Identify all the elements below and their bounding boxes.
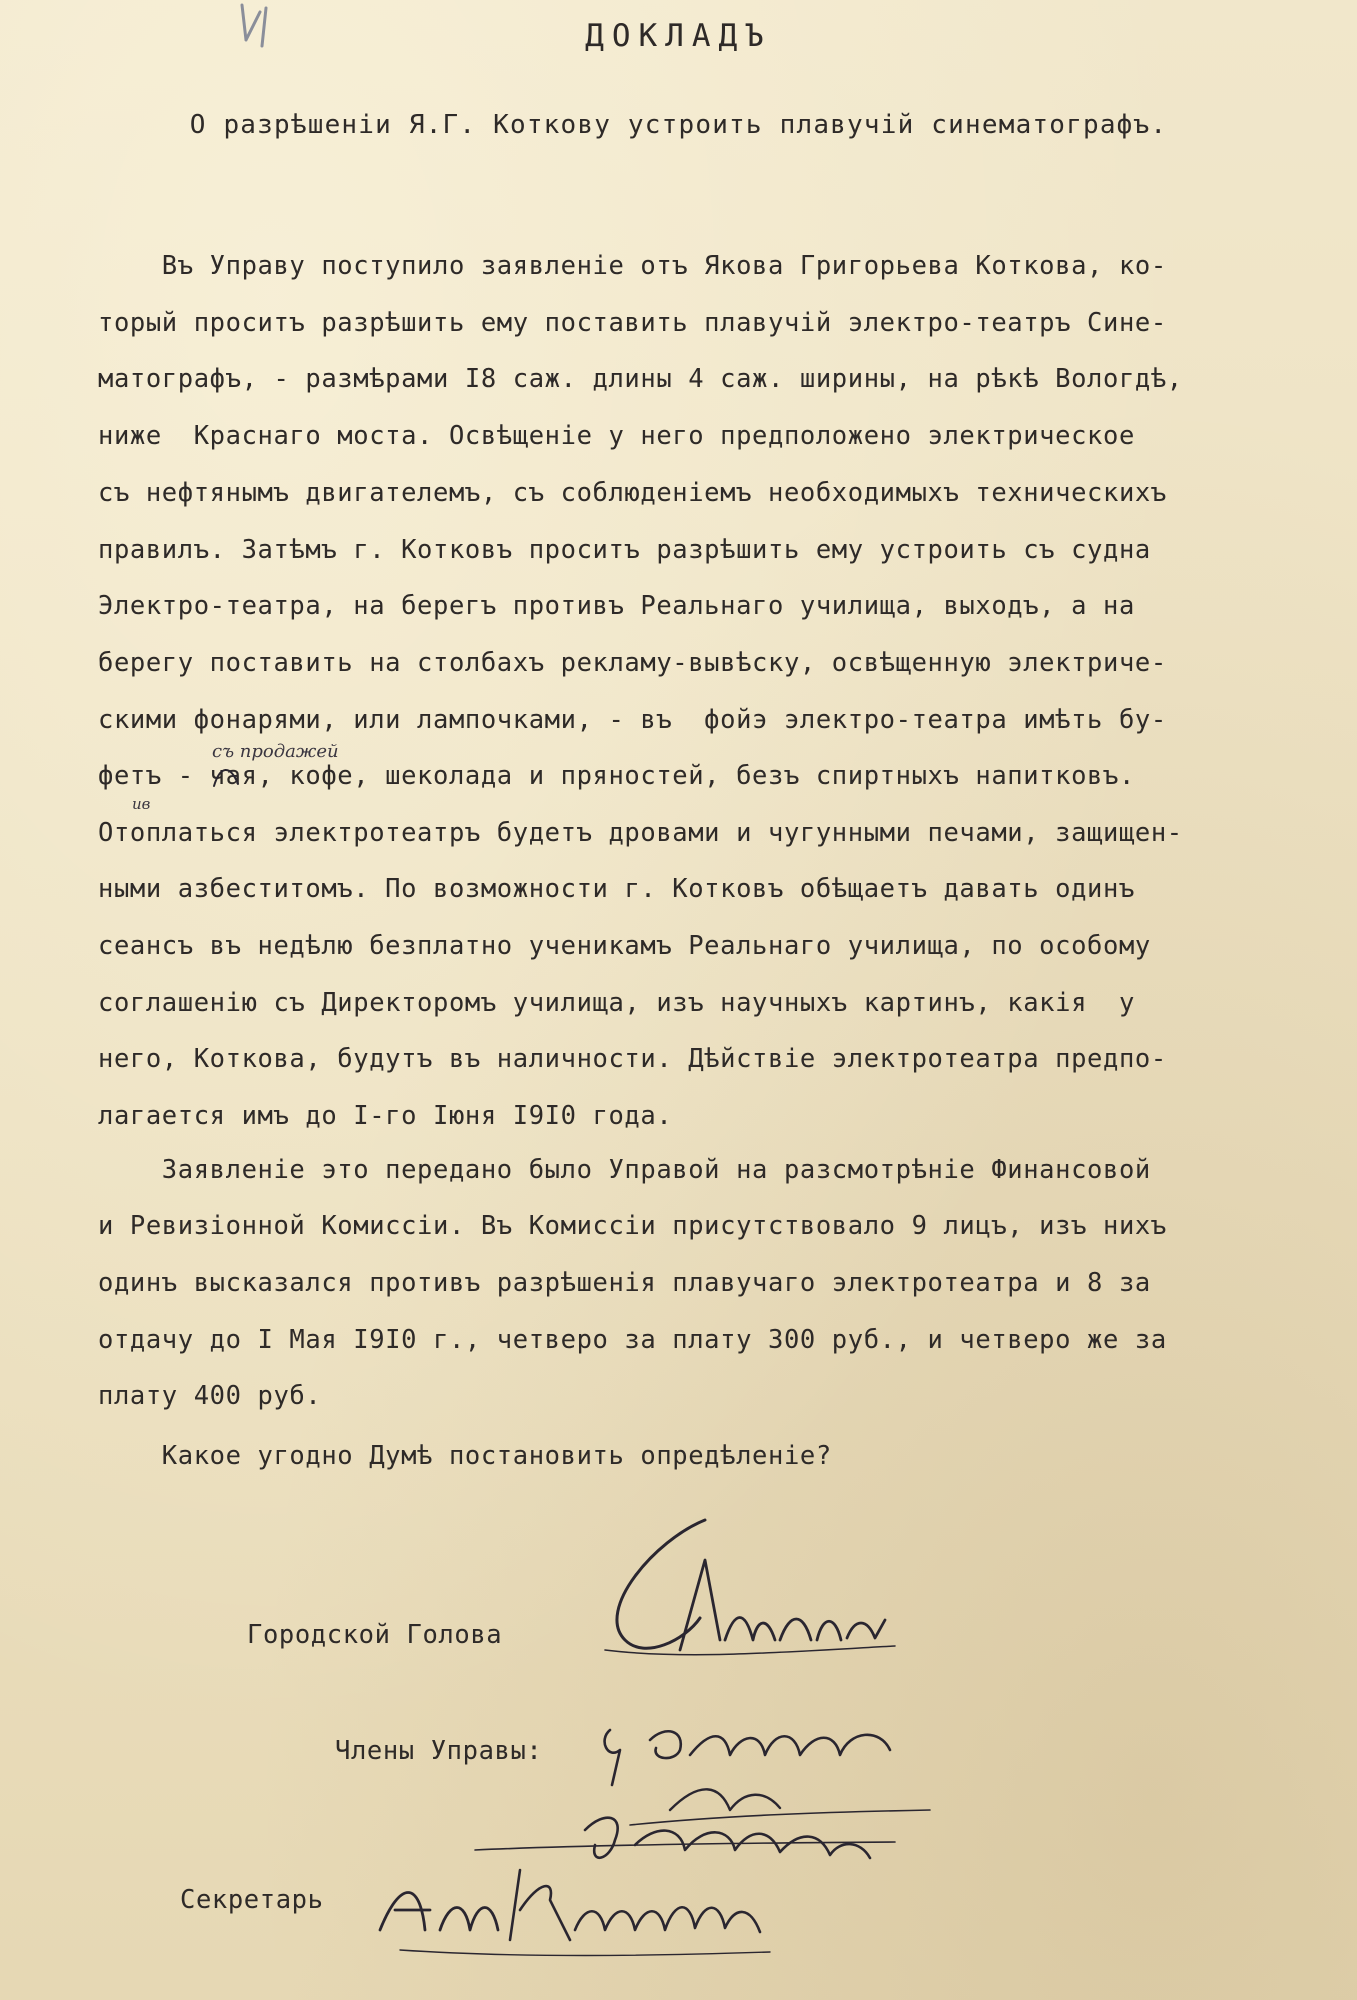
body-text-line: одинъ высказался противъ разрѣшенія плавучаго электротеатра и 8 за [98, 1268, 1151, 1298]
mayor-signature [585, 1500, 915, 1670]
body-text-line: отдачу до I Мая I9I0 г., четверо за плату 300 руб., и четверо же за [98, 1325, 1167, 1355]
body-text-line: Заявленіе это передано было Управой на разсмотрѣніе Финансовой [98, 1155, 1151, 1185]
body-text-line: него, Коткова, будутъ въ наличности. Дѣйствіе электротеатра предпо- [98, 1044, 1167, 1074]
mayor-label: Городской Голова [247, 1620, 503, 1650]
handwritten-correction: ив [132, 795, 151, 813]
body-text-line: ниже Краснаго моста. Освѣщеніе у него предположено электрическое [98, 421, 1135, 451]
secretary-label: Секретарь [180, 1885, 324, 1915]
body-text-line: матографъ, - размѣрами I8 саж. длины 4 саж. ширины, на рѣкѣ Вологдѣ, [98, 364, 1183, 394]
secretary-signature [370, 1840, 800, 1970]
body-text-line: плату 400 руб. [98, 1381, 322, 1411]
body-text-line: сеансъ въ недѣлю безплатно ученикамъ Реальнаго училища, по особому [98, 931, 1151, 961]
handwritten-insertion: съ продажей [212, 741, 339, 762]
insertion-caret [212, 756, 252, 796]
body-text-line: Какое угодно Думѣ постановить опредѣленіе? [98, 1441, 832, 1471]
body-text-line: торый проситъ разрѣшить ему поставить плавучій электро-театръ Сине- [98, 308, 1167, 338]
body-text-line: съ нефтянымъ двигателемъ, съ соблюденіемъ необходимыхъ техническихъ [98, 478, 1167, 508]
body-text-line: лагается имъ до I-го Іюня I9I0 года. [98, 1101, 673, 1131]
body-text-line: правилъ. Затѣмъ г. Котковъ проситъ разрѣшить ему устроить съ судна [98, 535, 1151, 565]
body-text-line: соглашенію съ Директоромъ училища, изъ научныхъ картинъ, какія у [98, 988, 1135, 1018]
document-subtitle: О разрѣшеніи Я.Г. Коткову устроить плавучій синематографъ. [189, 110, 1168, 140]
body-text-line: скими фонарями, или лампочками, - въ фойэ электро-театра имѣть бу- [98, 705, 1167, 735]
body-text-line: ными азбеститомъ. По возможности г. Котковъ обѣщаетъ давать одинъ [98, 874, 1135, 904]
body-text-line: Отоплаться электротеатръ будетъ дровами и чугунными печами, защищен- [98, 818, 1183, 848]
body-text-line: Въ Управу поступило заявленіе отъ Якова Григорьева Коткова, ко- [98, 251, 1167, 281]
document-title: ДОКЛАДЪ [585, 18, 772, 54]
body-text-line: и Ревизіонной Комиссіи. Въ Комиссіи присутствовало 9 лицъ, изъ нихъ [98, 1211, 1167, 1241]
members-label: Члены Управы: [335, 1736, 543, 1766]
body-text-line: берегу поставить на столбахъ рекламу-вывѣску, освѣщенную электриче- [98, 648, 1167, 678]
body-text-line: фетъ - чая, кофе, шеколада и пряностей, безъ спиртныхъ напитковъ. [98, 761, 1135, 791]
body-text-line: Электро-театра, на берегъ противъ Реальнаго училища, выходъ, а на [98, 591, 1135, 621]
